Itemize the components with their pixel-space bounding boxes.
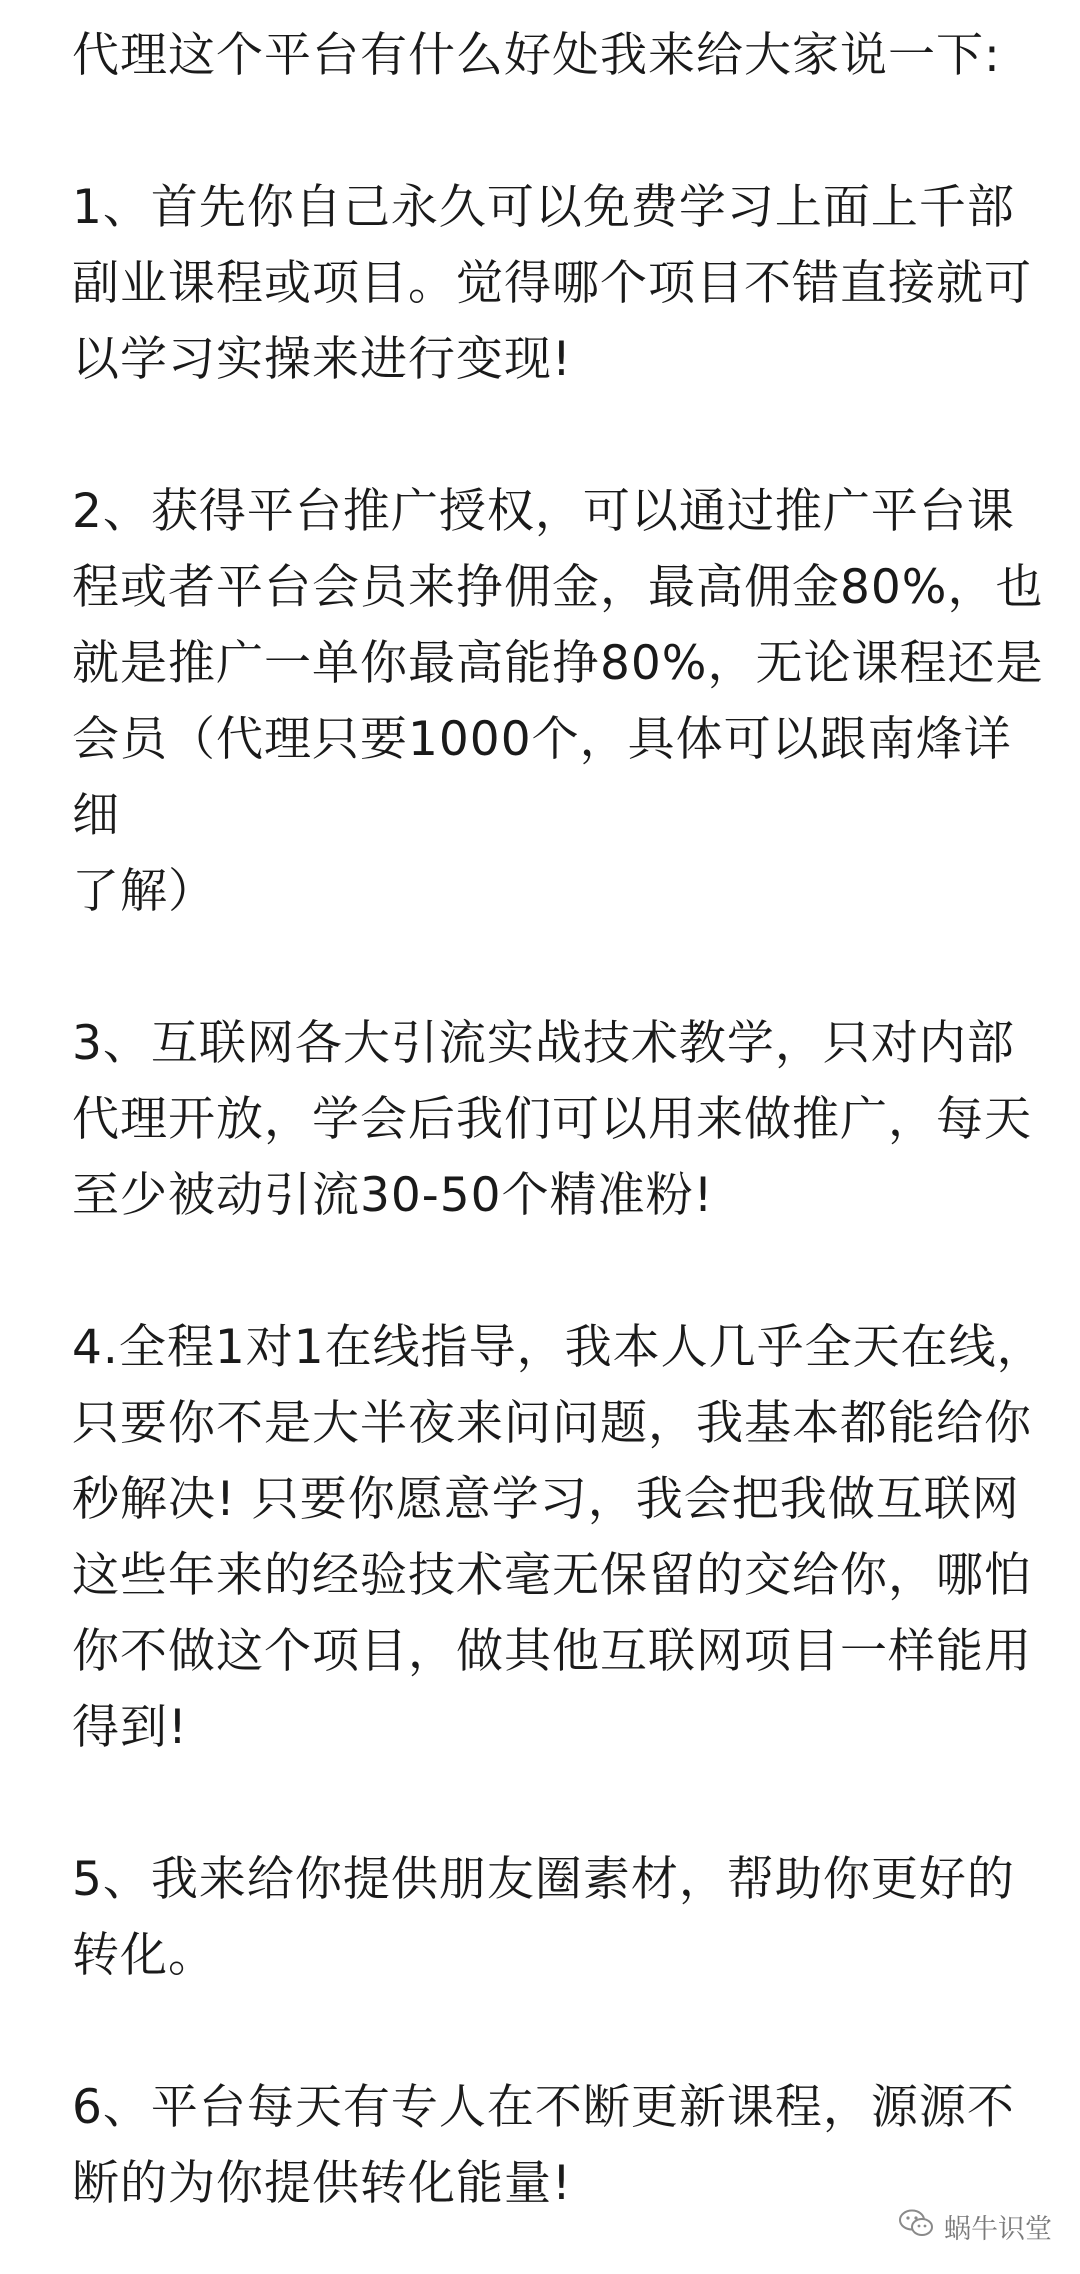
watermark xyxy=(898,2207,1052,2246)
article-body xyxy=(72,18,1052,2222)
point-1-paragraph: 1、首先你自己永久可以免费学习上面上千部 副业课程或项目。觉得哪个项目不错直接就可 以学习实操来进行变现! xyxy=(72,180,1032,387)
point-5-paragraph: 5、我来给你提供朋友圈素材，帮助你更好的 转化。 xyxy=(72,1852,1015,1983)
point-6-paragraph: 6、平台每天有专人在不断更新课程，源源不 断的为你提供转化能量! xyxy=(72,2080,1015,2211)
point-2-paragraph: 2、获得平台推广授权，可以通过推广平台课 程或者平台会员来挣佣金，最高佣金80%，也 就是推广一单你最高能挣80%，无论课程还是 会员（代理只要1000个，具体可以跟南烽详细 了解） xyxy=(72,484,1044,919)
watermark-text: 蜗牛识堂 xyxy=(944,2214,1052,2245)
point-3-paragraph: 3、互联网各大引流实战技术教学，只对内部 代理开放，学会后我们可以用来做推广，每天 至少被动引流30-50个精准粉! xyxy=(72,1016,1032,1223)
point-4-paragraph: 4.全程1对1在线指导，我本人几乎全天在线， 只要你不是大半夜来问问题，我基本都能给你 秒解决! 只要你愿意学习，我会把我做互联网 这些年来的经验技术毫无保留的交给你，哪怕 你不做这个项目，做其他互联网项目一样能用 得到! xyxy=(72,1320,1045,1755)
intro-paragraph: 代理这个平台有什么好处我来给大家说一下: xyxy=(72,28,1001,83)
wechat-icon xyxy=(898,2209,934,2244)
